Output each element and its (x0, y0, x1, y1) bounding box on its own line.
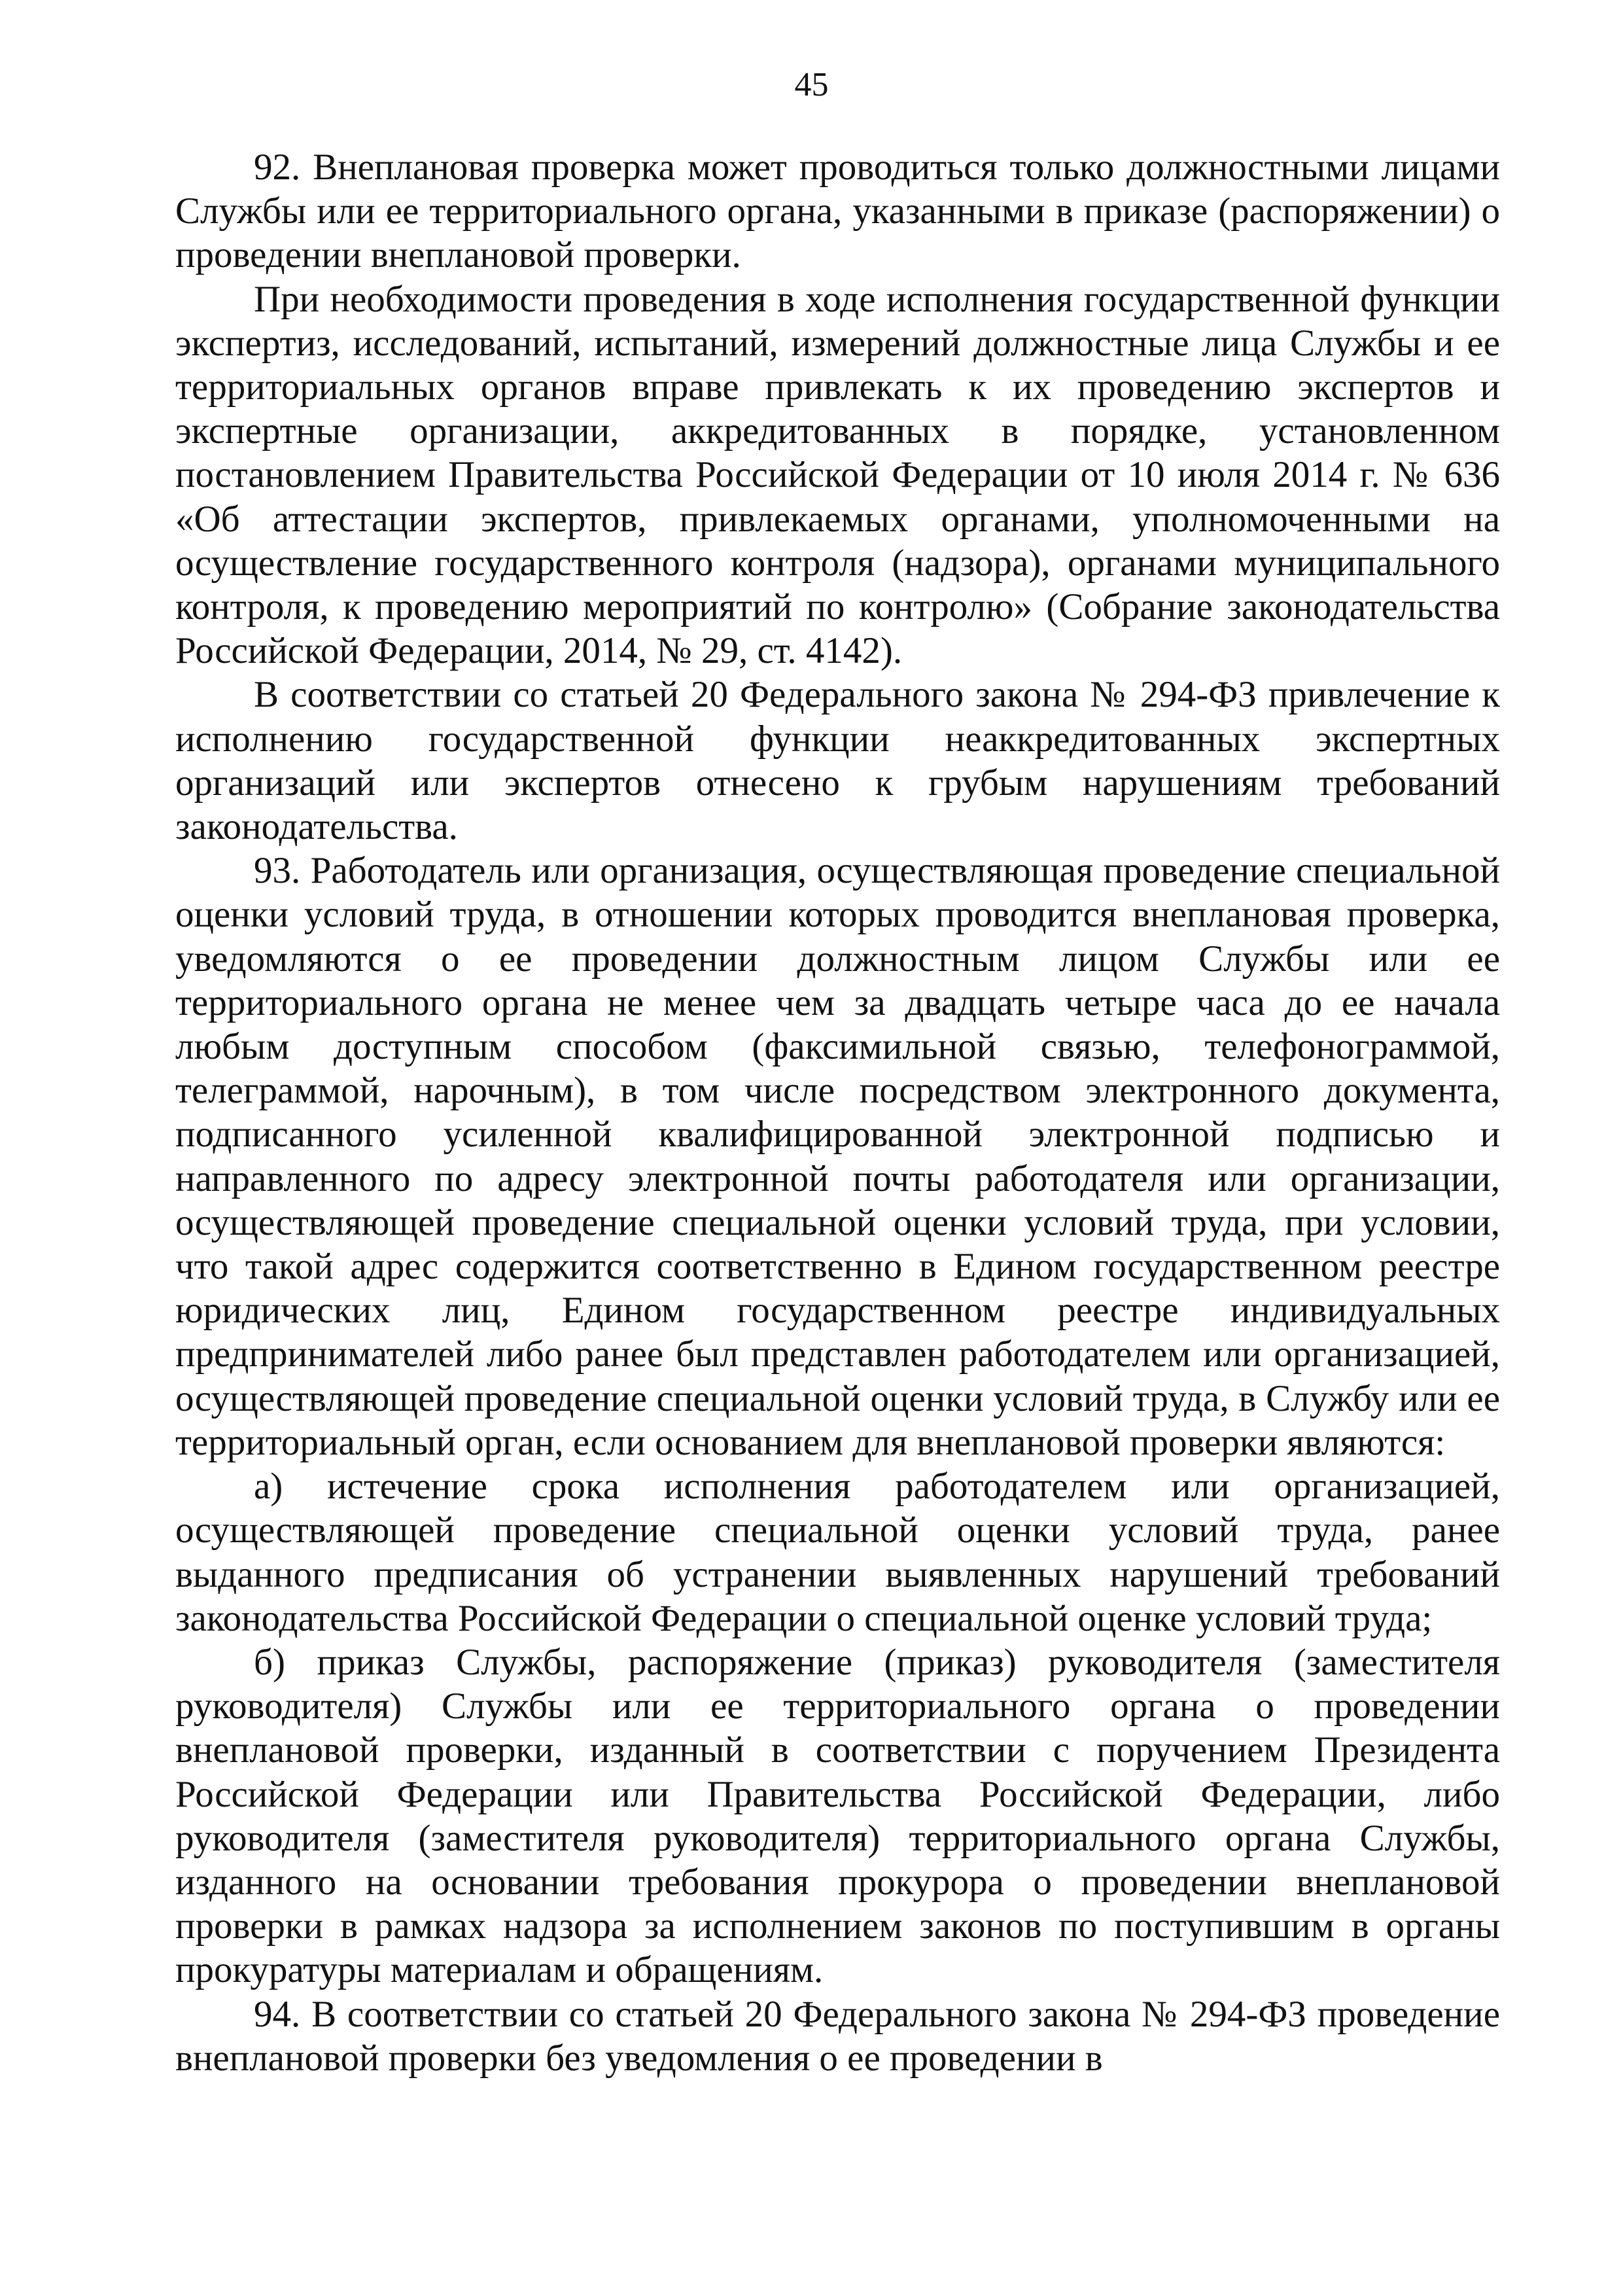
paragraph-94: 94. В соответствии со статьей 20 Федерального закона № 294-ФЗ проведение внеплановой проверки без уведомления о ее проведении в (175, 1993, 1500, 2079)
paragraph-experts: При необходимости проведения в ходе исполнения государственной функции экспертиз, исследований, испытаний, измерений должностные лица Службы и ее территориальных органов вправе привлекать к их проведению экспертов и экспертные организации, аккредитованных в порядке, установленном постановлением Правительства Российской Федерации от 10 июля 2014 г. № 636 «Об аттестации экспертов, привлекаемых органами, уполномоченными на осуществление государственного контроля (надзора), органами муниципального контроля, к проведению мероприятий по контролю» (Собрание законодательства Российской Федерации, 2014, № 29, ст. 4142). (175, 278, 1500, 672)
paragraph-92: 92. Внеплановая проверка может проводиться только должностными лицами Службы или ее территориального органа, указанными в приказе (распоряжении) о проведении внеплановой проверки. (175, 147, 1500, 276)
paragraph-93-b: б) приказ Службы, распоряжение (приказ) руководителя (заместителя руководителя) Службы или ее территориального органа о проведении внеплановой проверки, изданный в соответствии с поручением Президента Российской Федерации или Правительства Российской Федерации, либо руководителя (заместителя руководителя) территориального органа Службы, изданного на основании требования прокурора о проведении внеплановой проверки в рамках надзора за исполнением законов по поступившим в органы прокуратуры материалам и обращениям. (175, 1641, 1500, 1991)
paragraph-93-a: а) истечение срока исполнения работодателем или организацией, осуществляющей проведение специальной оценки условий труда, ранее выданного предписания об устранении выявленных нарушений требований законодательства Российской Федерации о специальной оценке условий труда; (175, 1466, 1500, 1639)
paragraph-article-20: В соответствии со статьей 20 Федерального закона № 294-ФЗ привлечение к исполнению государственной функции неаккредитованных экспертных организаций или экспертов отнесено к грубым нарушениям требований законодательства. (175, 674, 1500, 848)
paragraph-93: 93. Работодатель или организация, осуществляющая проведение специальной оценки условий труда, в отношении которых проводится внеплановая проверка, уведомляются о ее проведении должностным лицом Службы или ее территориального органа не менее чем за двадцать четыре часа до ее начала любым доступным способом (факсимильной связью, телефонограммой, телеграммой, нарочным), в том числе посредством электронного документа, подписанного усиленной квалифицированной электронной подписью и направленного по адресу электронной почты работодателя или организации, осуществляющей проведение специальной оценки условий труда, при условии, что такой адрес содержится соответственно в Едином государственном реестре юридических лиц, Едином государственном реестре индивидуальных предпринимателей либо ранее был представлен работодателем или организацией, осуществляющей проведение специальной оценки условий труда, в Службу или ее территориальный орган, если основанием для внеплановой проверки являются: (175, 850, 1500, 1463)
document-body (175, 145, 1500, 2080)
page-number: 45 (794, 66, 829, 103)
